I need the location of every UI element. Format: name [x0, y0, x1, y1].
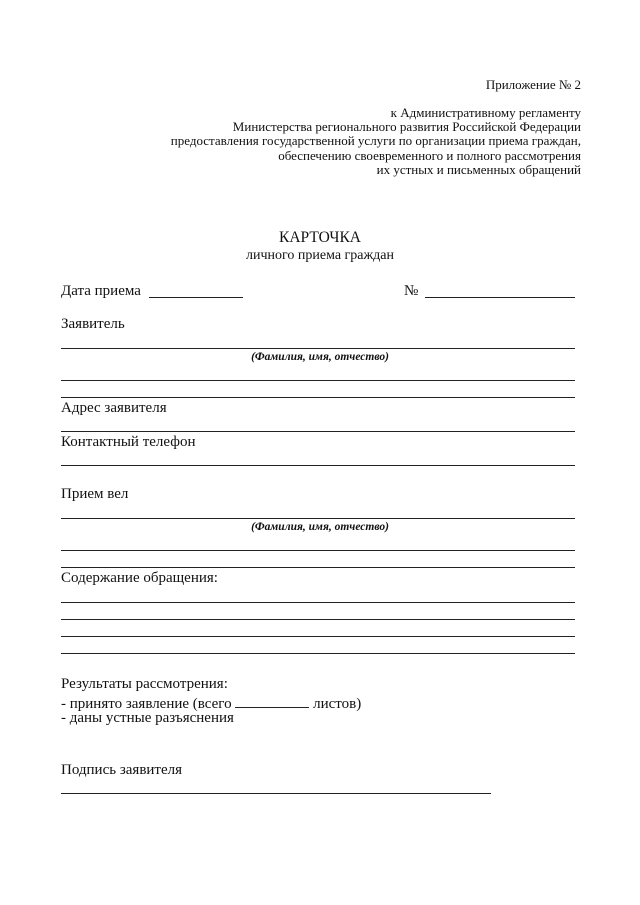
received-by-fio-hint: (Фамилия, имя, отчество): [251, 521, 389, 533]
card-title: КАРТОЧКА: [278, 229, 362, 246]
received-by-line-3[interactable]: [61, 567, 575, 568]
content-line-4[interactable]: [61, 653, 575, 654]
content-line-1[interactable]: [61, 602, 575, 603]
result-item-2: - даны устные разъяснения: [61, 710, 234, 726]
results-label: Результаты рассмотрения:: [61, 676, 228, 692]
header-line-5: их устных и письменных обращений: [376, 162, 581, 177]
content-line-3[interactable]: [61, 636, 575, 637]
applicant-line-2[interactable]: [61, 380, 575, 381]
result-item-1-prefix: - принято заявление (всего: [61, 696, 232, 712]
address-label: Адрес заявителя: [61, 400, 167, 416]
phone-label: Контактный телефон: [61, 434, 196, 450]
content-label: Содержание обращения:: [61, 570, 218, 586]
signature-label: Подпись заявителя: [61, 762, 183, 778]
header-line-3: предоставления государственной услуги по организации приема граждан,: [170, 133, 581, 148]
received-by-line-2[interactable]: [61, 550, 575, 551]
header-line-2: Министерства регионального развития Российской Федерации: [232, 119, 581, 134]
result-item-1-suffix: листов): [313, 696, 362, 712]
applicant-label: Заявитель: [61, 316, 125, 332]
received-by-label: Прием вел: [61, 486, 129, 502]
date-field[interactable]: [149, 297, 243, 298]
received-by-line[interactable]: [61, 518, 575, 519]
sheets-count-field[interactable]: [235, 693, 309, 708]
applicant-fio-hint: (Фамилия, имя, отчество): [251, 351, 389, 363]
number-field[interactable]: [425, 297, 575, 298]
card-subtitle: личного приема граждан: [245, 248, 395, 263]
header-line-4: обеспечению своевременного и полного рассмотрения: [278, 148, 581, 163]
phone-line[interactable]: [61, 465, 575, 466]
applicant-name-line[interactable]: [61, 348, 575, 349]
appendix-number: Приложение № 2: [485, 77, 581, 92]
signature-line[interactable]: [61, 793, 491, 794]
applicant-line-3[interactable]: [61, 397, 575, 398]
number-label: №: [404, 283, 419, 299]
address-line[interactable]: [61, 431, 575, 432]
date-label: Дата приема: [61, 283, 141, 299]
content-line-2[interactable]: [61, 619, 575, 620]
header-line-1: к Административному регламенту: [390, 105, 581, 120]
